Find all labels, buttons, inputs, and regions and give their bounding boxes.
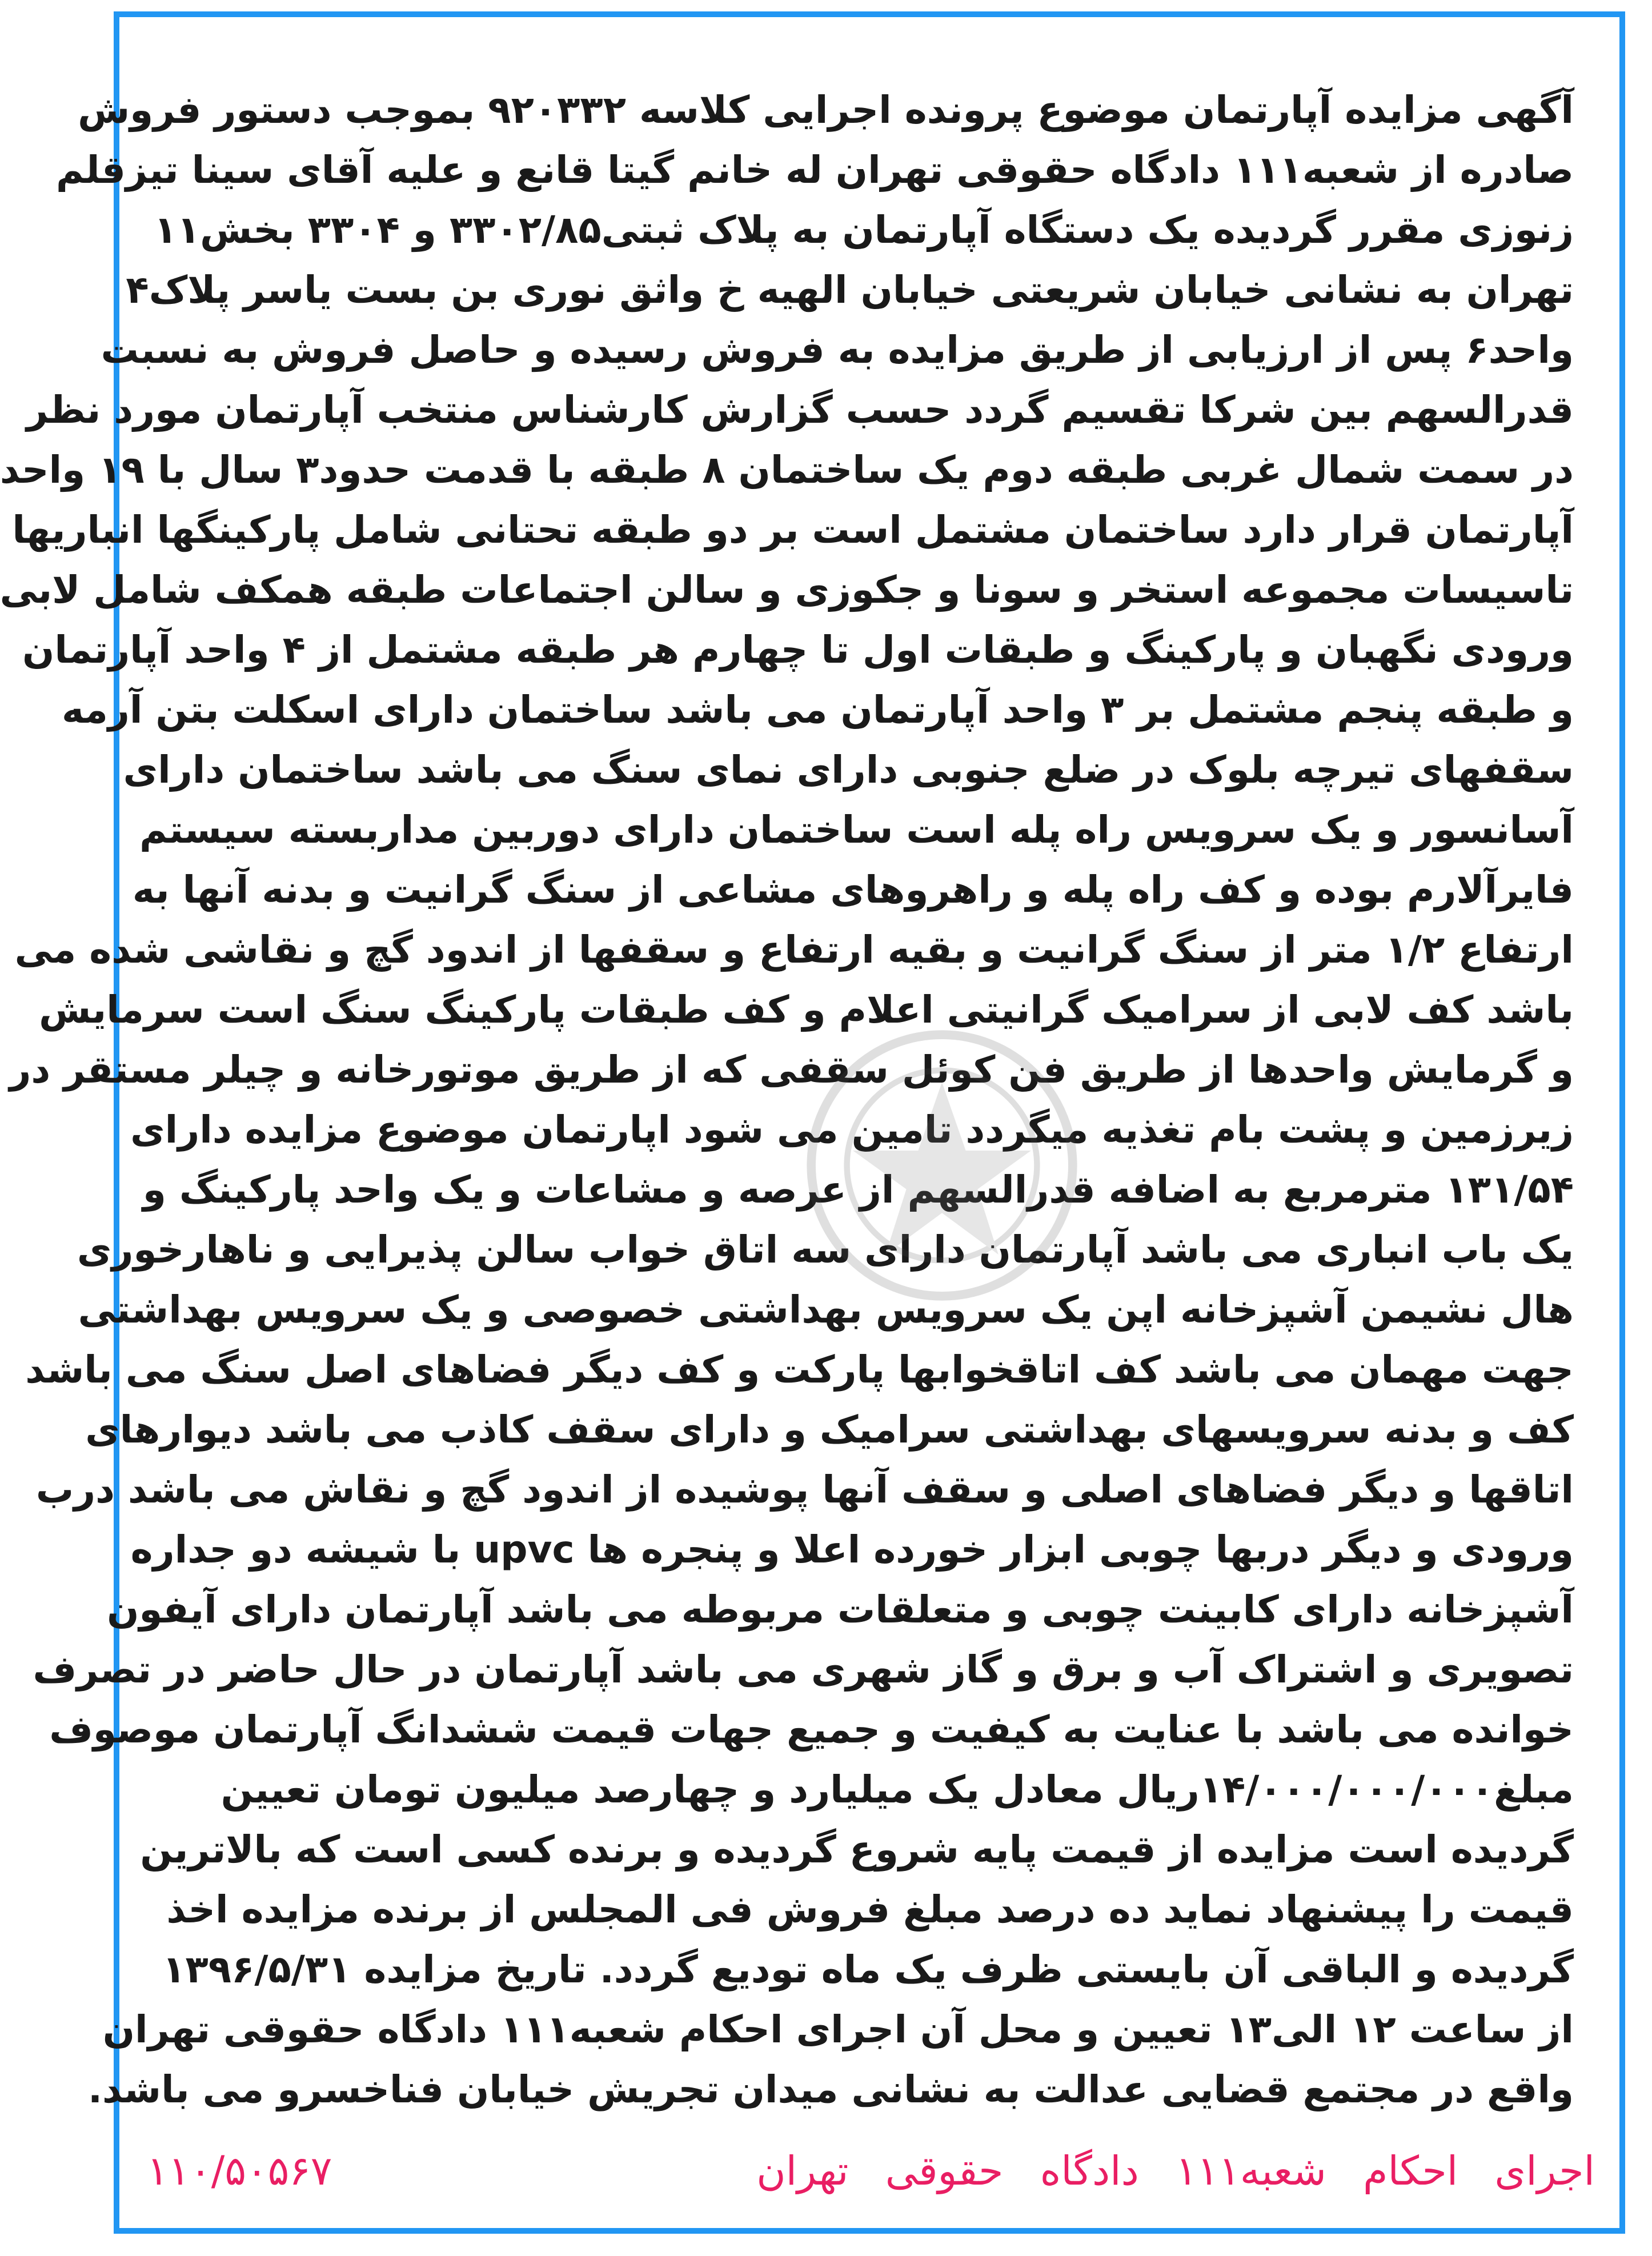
notice-footer bbox=[147, 2139, 1595, 2202]
issuer-signature: اجرای احکام شعبه۱۱۱ دادگاه حقوقی تهران bbox=[756, 2147, 1595, 2194]
reference-number: ۱۱۰/۵۰۵۶۷ bbox=[147, 2147, 332, 2194]
notice-line-13: آسانسور و یک سرویس راه پله است ساختمان دارای دوربین مداربسته سیستم bbox=[139, 808, 1574, 852]
notice-line-33: از ساعت ۱۲ الی۱۳ تعیین و محل آن اجرای احکام شعبه۱۱۱ دادگاه حقوقی تهران bbox=[102, 2007, 1574, 2051]
notice-line-8: آپارتمان قرار دارد ساختمان مشتمل است بر دو طبقه تحتانی شامل پارکینگها انباریها bbox=[12, 508, 1574, 552]
notice-line-5: واحد۶ پس از ارزیابی از طریق مزایده به فروش رسیده و حاصل فروش به نسبت bbox=[101, 328, 1574, 372]
notice-line-7: در سمت شمال غربی طبقه دوم یک ساختمان ۸ طبقه با قدمت حدود۳ سال با ۱۹ واحد bbox=[0, 448, 1574, 492]
notice-body bbox=[0, 80, 1574, 2119]
notice-line-32: گردیده و الباقی آن بایستی ظرف یک ماه تودیع گردد. تاریخ مزایده ۱۳۹۶/۵/۳۱ bbox=[162, 1948, 1574, 1991]
notice-line-4: تهران به نشانی خیابان شریعتی خیابان الهیه خ واثق نوری بن بست یاسر پلاک۴ bbox=[126, 268, 1574, 312]
notice-line-34: واقع در مجتمع قضایی عدالت به نشانی میدان تجریش خیابان فناخسرو می باشد. bbox=[87, 2067, 1574, 2111]
notice-line-12: سقفهای تیرچه بلوک در ضلع جنوبی دارای نمای سنگ می باشد ساختمان دارای bbox=[123, 748, 1574, 792]
notice-line-1: آگهی مزایده آپارتمان موضوع پرونده اجرایی کلاسه ۹۲۰۳۳۲ بموجب دستور فروش bbox=[78, 88, 1574, 132]
notice-line-30: گردیده است مزایده از قیمت پایه شروع گردیده و برنده کسی است که بالاترین bbox=[140, 1828, 1574, 1872]
notice-line-9: تاسیسات مجموعه استخر و سونا و جکوزی و سالن اجتماعات طبقه همکف شامل لابی bbox=[0, 568, 1574, 612]
notice-line-28: خوانده می باشد با عنایت به کیفیت و جمیع جهات قیمت ششدانگ آپارتمان موصوف bbox=[49, 1708, 1574, 1752]
notice-line-16: باشد کف لابی از سرامیک گرانیتی اعلام و کف طبقات پارکینگ سنگ است سرمایش bbox=[39, 988, 1574, 1032]
notice-line-2: صادره از شعبه۱۱۱ دادگاه حقوقی تهران له خانم گیتا قانع و علیه آقای سینا تیزقلم bbox=[56, 148, 1574, 192]
notice-line-31: قیمت را پیشنهاد نماید ده درصد مبلغ فروش فی المجلس از برنده مزایده اخذ bbox=[166, 1888, 1574, 1932]
notice-line-21: هال نشیمن آشپزخانه اپن یک سرویس بهداشتی خصوصی و یک سرویس بهداشتی bbox=[78, 1288, 1574, 1332]
notice-line-26: آشپزخانه دارای کابینت چوبی و متعلقات مربوطه می باشد آپارتمان دارای آیفون bbox=[107, 1588, 1574, 1632]
notice-line-29: مبلغ۱۴/۰۰۰/۰۰۰/۰۰۰ریال معادل یک میلیارد و چهارصد میلیون تومان تعیین bbox=[220, 1768, 1574, 1812]
notice-frame bbox=[0, 11, 1625, 2234]
notice-line-6: قدرالسهم بین شرکا تقسیم گردد حسب گزارش کارشناس منتخب آپارتمان مورد نظر bbox=[26, 388, 1574, 432]
notice-line-27: تصویری و اشتراک آب و برق و گاز شهری می باشد آپارتمان در حال حاضر در تصرف bbox=[33, 1648, 1574, 1692]
notice-line-19: ۱۳۱/۵۴ مترمربع به اضافه قدرالسهم از عرصه و مشاعات و یک واحد پارکینگ و bbox=[142, 1168, 1574, 1212]
notice-line-23: کف و بدنه سرویسهای بهداشتی سرامیک و دارای سقف کاذب می باشد دیوارهای bbox=[85, 1408, 1574, 1452]
notice-line-25: ورودی و دیگر دربها چوبی ابزار خورده اعلا و پنجره ها upvc با شیشه دو جداره bbox=[130, 1528, 1574, 1572]
notice-line-3: زنوزی مقرر گردیده یک دستگاه آپارتمان به پلاک ثبتی۳۳۰۲/۸۵ و ۳۳۰۴ بخش۱۱ bbox=[154, 208, 1574, 252]
notice-line-14: فایرآلارم بوده و کف راه پله و راهروهای مشاعی از سنگ گرانیت و بدنه آنها به bbox=[132, 868, 1574, 912]
notice-line-15: ارتفاع ۱/۲ متر از سنگ گرانیت و بقیه ارتفاع و سقفها از اندود گچ و نقاشی شده می bbox=[14, 928, 1574, 972]
notice-line-20: یک باب انباری می باشد آپارتمان دارای سه اتاق خواب سالن پذیرایی و ناهارخوری bbox=[77, 1228, 1574, 1272]
notice-line-22: جهت مهمان می باشد کف اتاقخوابها پارکت و کف دیگر فضاهای اصل سنگ می باشد bbox=[25, 1348, 1574, 1392]
notice-line-18: زیرزمین و پشت بام تغذیه میگردد تامین می شود اپارتمان موضوع مزایده دارای bbox=[130, 1108, 1574, 1152]
notice-line-10: ورودی نگهبان و پارکینگ و طبقات اول تا چهارم هر طبقه مشتمل از ۴ واحد آپارتمان bbox=[22, 628, 1574, 672]
notice-line-11: و طبقه پنجم مشتمل بر ۳ واحد آپارتمان می باشد ساختمان دارای اسکلت بتن آرمه bbox=[61, 688, 1574, 732]
notice-line-17: و گرمایش واحدها از طریق فن کوئل سقفی که از طریق موتورخانه و چیلر مستقر در bbox=[9, 1048, 1574, 1092]
notice-line-24: اتاقها و دیگر فضاهای اصلی و سقف آنها پوشیده از اندود گچ و نقاش می باشد درب bbox=[35, 1468, 1574, 1512]
